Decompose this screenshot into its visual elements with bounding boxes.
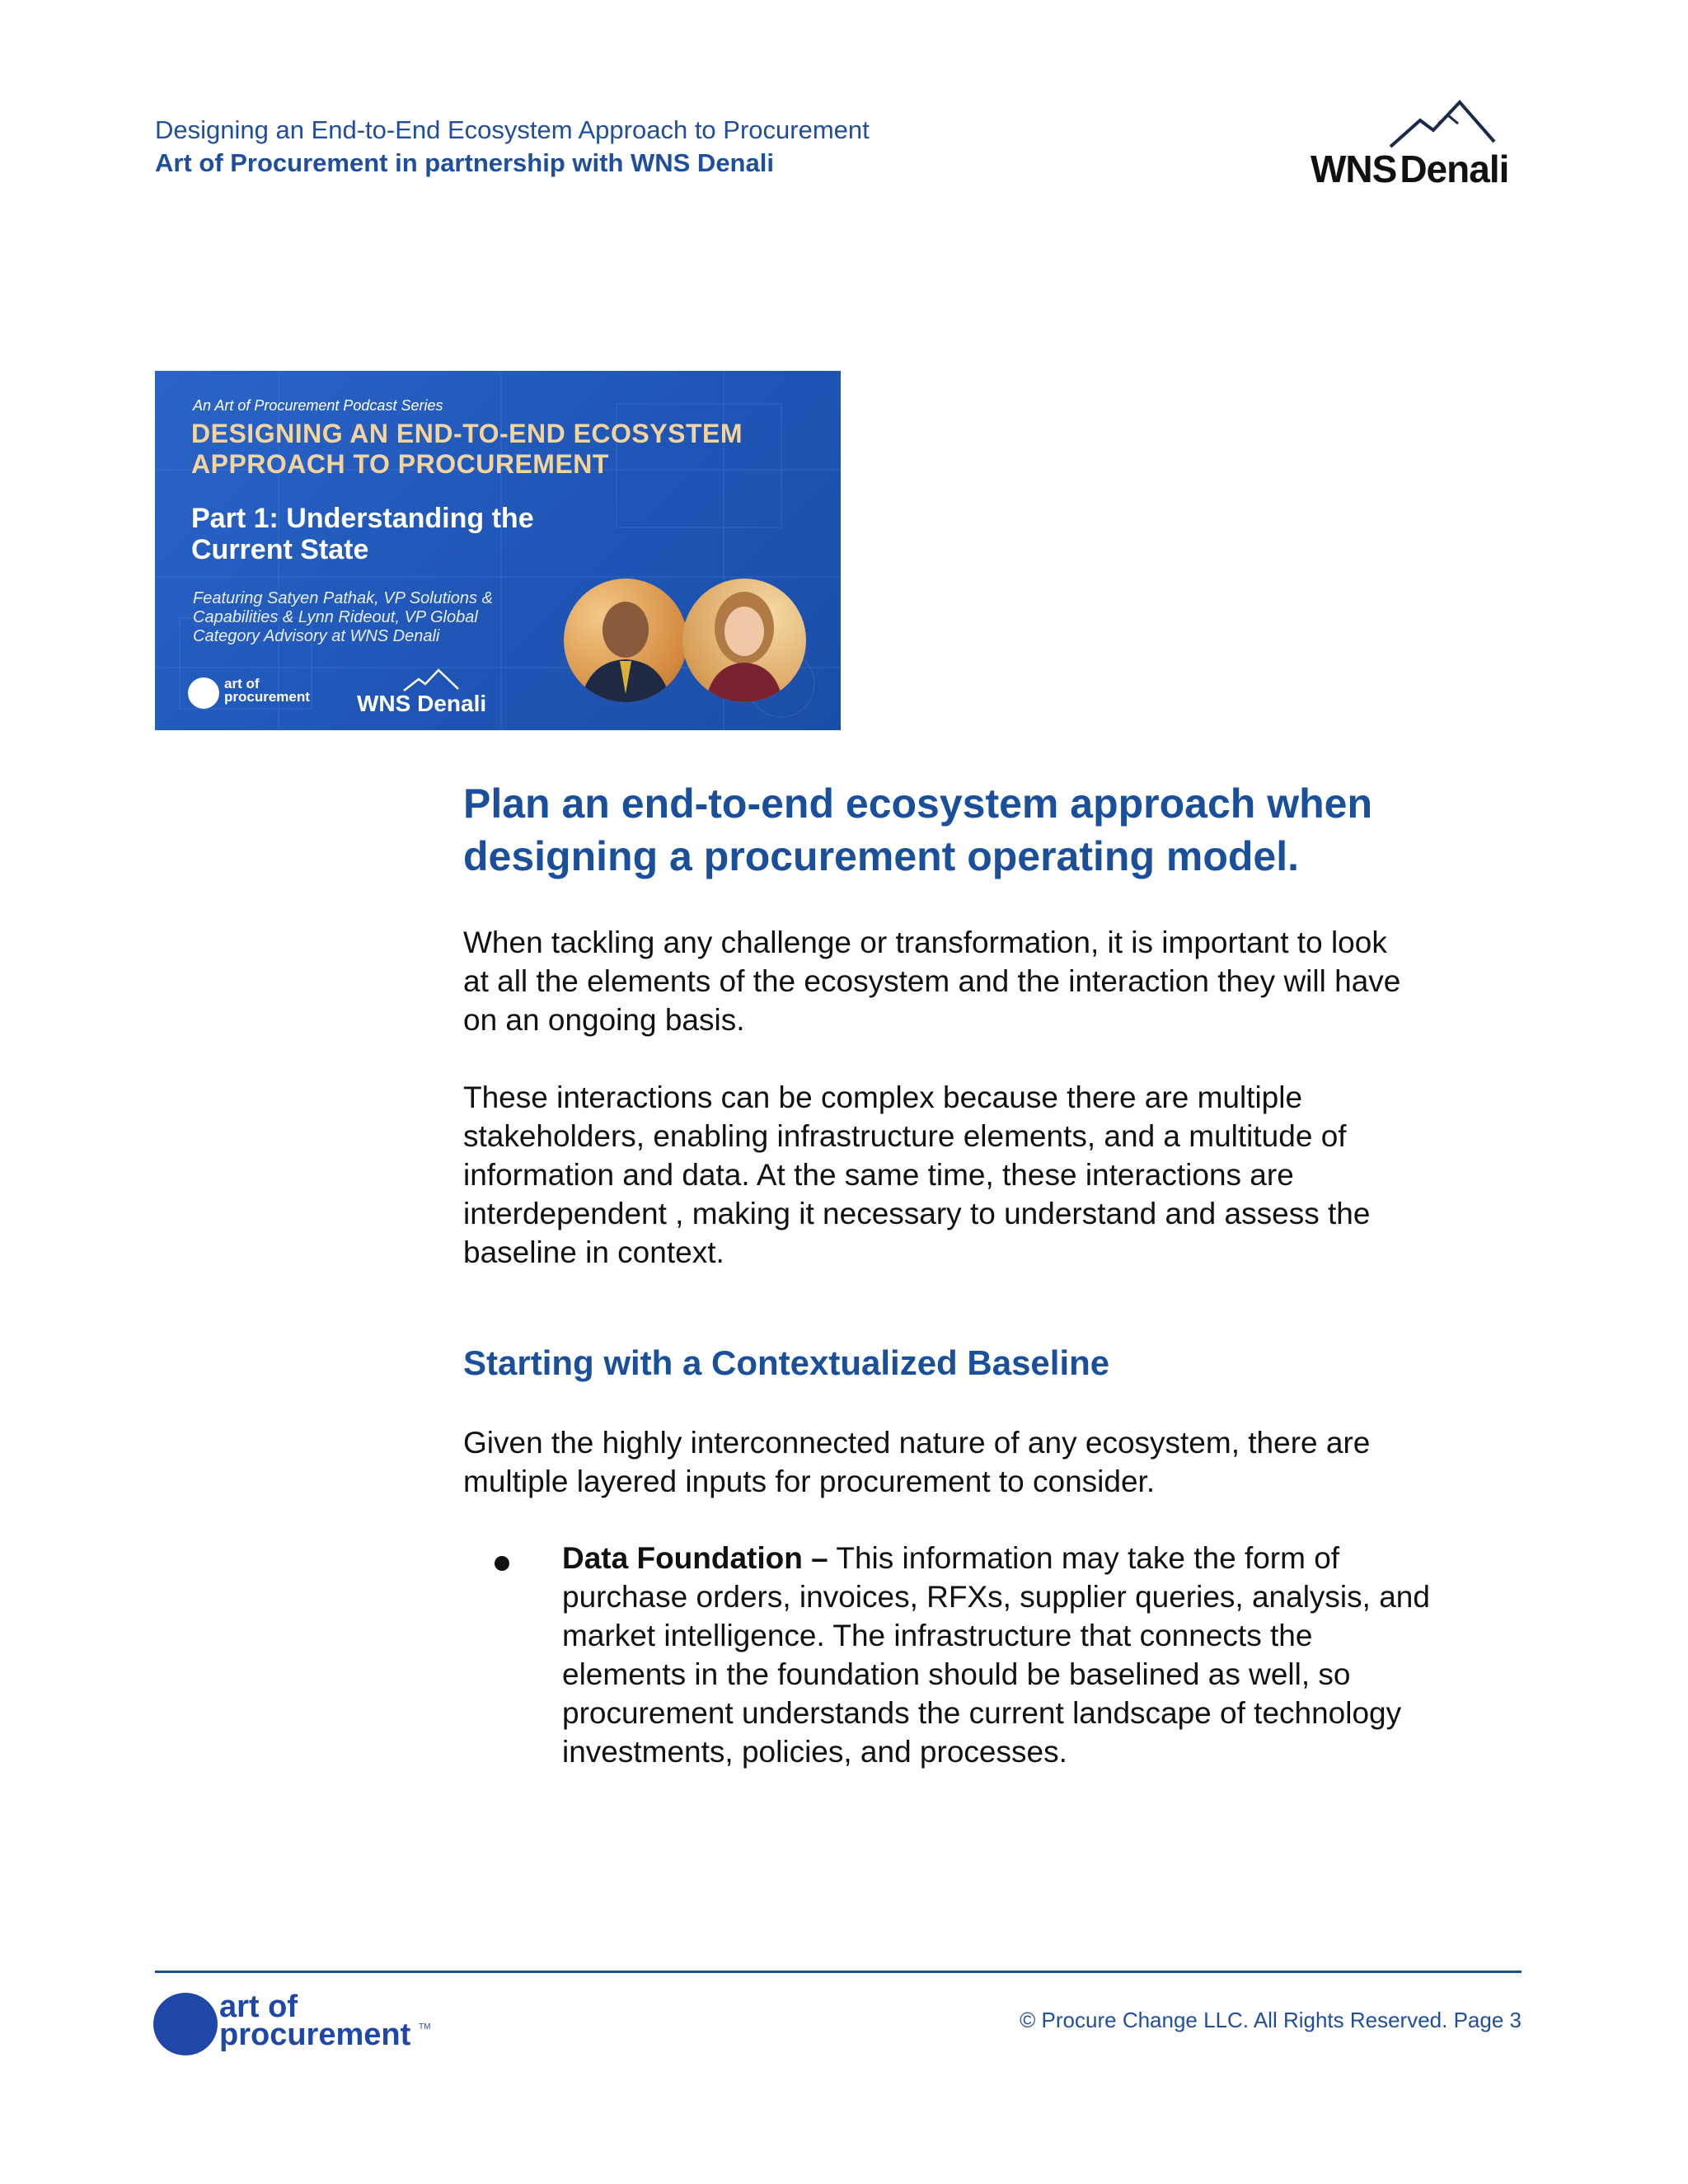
paragraph-2-line-2: stakeholders, enabling infrastructure elements, and a multitude of bbox=[463, 1119, 1347, 1153]
logo-denali-text: Denali bbox=[1400, 148, 1509, 190]
paragraph-1-line-3: on an ongoing basis. bbox=[463, 1003, 745, 1037]
footer-divider bbox=[155, 1971, 1522, 1973]
paragraph-2-line-4: interdependent , making it necessary to understand and assess the bbox=[463, 1197, 1371, 1230]
bullet-line-2: purchase orders, invoices, RFXs, supplier queries, analysis, and bbox=[562, 1580, 1430, 1614]
aop-logo-mark bbox=[188, 677, 219, 709]
person-silhouette-icon bbox=[682, 579, 806, 702]
paragraph-2-line-3: information and data. At the same time, these interactions are bbox=[463, 1158, 1294, 1192]
banner-kicker: An Art of Procurement Podcast Series bbox=[193, 397, 443, 414]
paragraph-3-line-1: Given the highly interconnected nature of any ecosystem, there are bbox=[463, 1426, 1371, 1460]
main-heading-line-1: Plan an end-to-end ecosystem approach when bbox=[463, 780, 1373, 827]
section-subheading: Starting with a Contextualized Baseline bbox=[463, 1343, 1110, 1382]
footer-aop-logo bbox=[153, 1991, 434, 2057]
bullet-icon bbox=[495, 1556, 509, 1571]
bullet-line-6: investments, policies, and processes. bbox=[562, 1735, 1067, 1769]
banner-featuring bbox=[193, 589, 493, 646]
mountain-icon bbox=[1389, 99, 1496, 148]
main-heading-line-2: designing a procurement operating model. bbox=[463, 833, 1300, 879]
bullet-item-data-foundation bbox=[562, 1539, 1477, 1771]
banner-wns-logo bbox=[357, 668, 489, 717]
banner-title-line-2: APPROACH TO PROCUREMENT bbox=[191, 449, 609, 479]
footer-logo-line-1: art of bbox=[219, 1990, 298, 2024]
paragraph-1-line-1: When tackling any challenge or transformation, it is important to look bbox=[463, 926, 1387, 959]
banner-wns-text: WNS Denali bbox=[357, 691, 487, 716]
bullet-line-1-text: This information may take the form of bbox=[828, 1541, 1340, 1575]
bullet-line-4: elements in the foundation should be baselined as well, so bbox=[562, 1657, 1351, 1691]
header-line-1: Designing an End-to-End Ecosystem Approach to Procurement bbox=[155, 115, 870, 144]
paragraph-2-line-1: These interactions can be complex because there are multiple bbox=[463, 1080, 1303, 1114]
mountain-icon bbox=[402, 668, 460, 692]
speaker-photo-satyen bbox=[564, 579, 687, 702]
main-heading bbox=[463, 777, 1535, 883]
speaker-photo-lynn bbox=[682, 579, 806, 702]
bullet-line-5: procurement understands the current landscape of technology bbox=[562, 1696, 1402, 1730]
banner-aop-line-2: procurement bbox=[224, 689, 310, 705]
paragraph-2-line-5: baseline in context. bbox=[463, 1235, 724, 1269]
paragraph-1-line-2: at all the elements of the ecosystem and the interaction they will have bbox=[463, 964, 1401, 998]
banner-title-line-1: DESIGNING AN END-TO-END ECOSYSTEM bbox=[191, 419, 743, 448]
paragraph-3-line-2: multiple layered inputs for procurement to consider. bbox=[463, 1465, 1156, 1498]
bullet-title: Data Foundation – bbox=[562, 1541, 828, 1575]
featuring-line-2: Capabilities & Lynn Rideout, VP Global bbox=[193, 608, 478, 626]
wns-denali-logo bbox=[1311, 99, 1541, 190]
person-silhouette-icon bbox=[564, 579, 687, 702]
aop-logo-mark bbox=[153, 1993, 218, 2055]
footer-logo-tm: TM bbox=[419, 2022, 431, 2032]
logo-wns-text: WNS bbox=[1311, 148, 1397, 190]
podcast-banner-image bbox=[155, 371, 841, 730]
footer-logo-line-2: procurement bbox=[219, 2018, 411, 2052]
header-line-2: Art of Procurement in partnership with WNS Denali bbox=[155, 148, 774, 177]
banner-part-line-1: Part 1: Understanding the bbox=[191, 503, 534, 534]
paragraph-3 bbox=[463, 1423, 1535, 1501]
featuring-line-1: Featuring Satyen Pathak, VP Solutions & bbox=[193, 589, 493, 607]
featuring-line-3: Category Advisory at WNS Denali bbox=[193, 627, 440, 645]
bullet-line-1 bbox=[562, 1539, 1477, 1577]
banner-aop-logo bbox=[188, 676, 336, 712]
banner-aop-line-1: art of bbox=[224, 676, 260, 691]
bullet-line-3: market intelligence. The infrastructure that connects the bbox=[562, 1619, 1313, 1652]
banner-part-line-2: Current State bbox=[191, 534, 369, 565]
footer-copyright: © Procure Change LLC. All Rights Reserved. Page 3 bbox=[1020, 2008, 1522, 2032]
paragraph-1 bbox=[463, 923, 1535, 1039]
paragraph-2 bbox=[463, 1078, 1535, 1272]
